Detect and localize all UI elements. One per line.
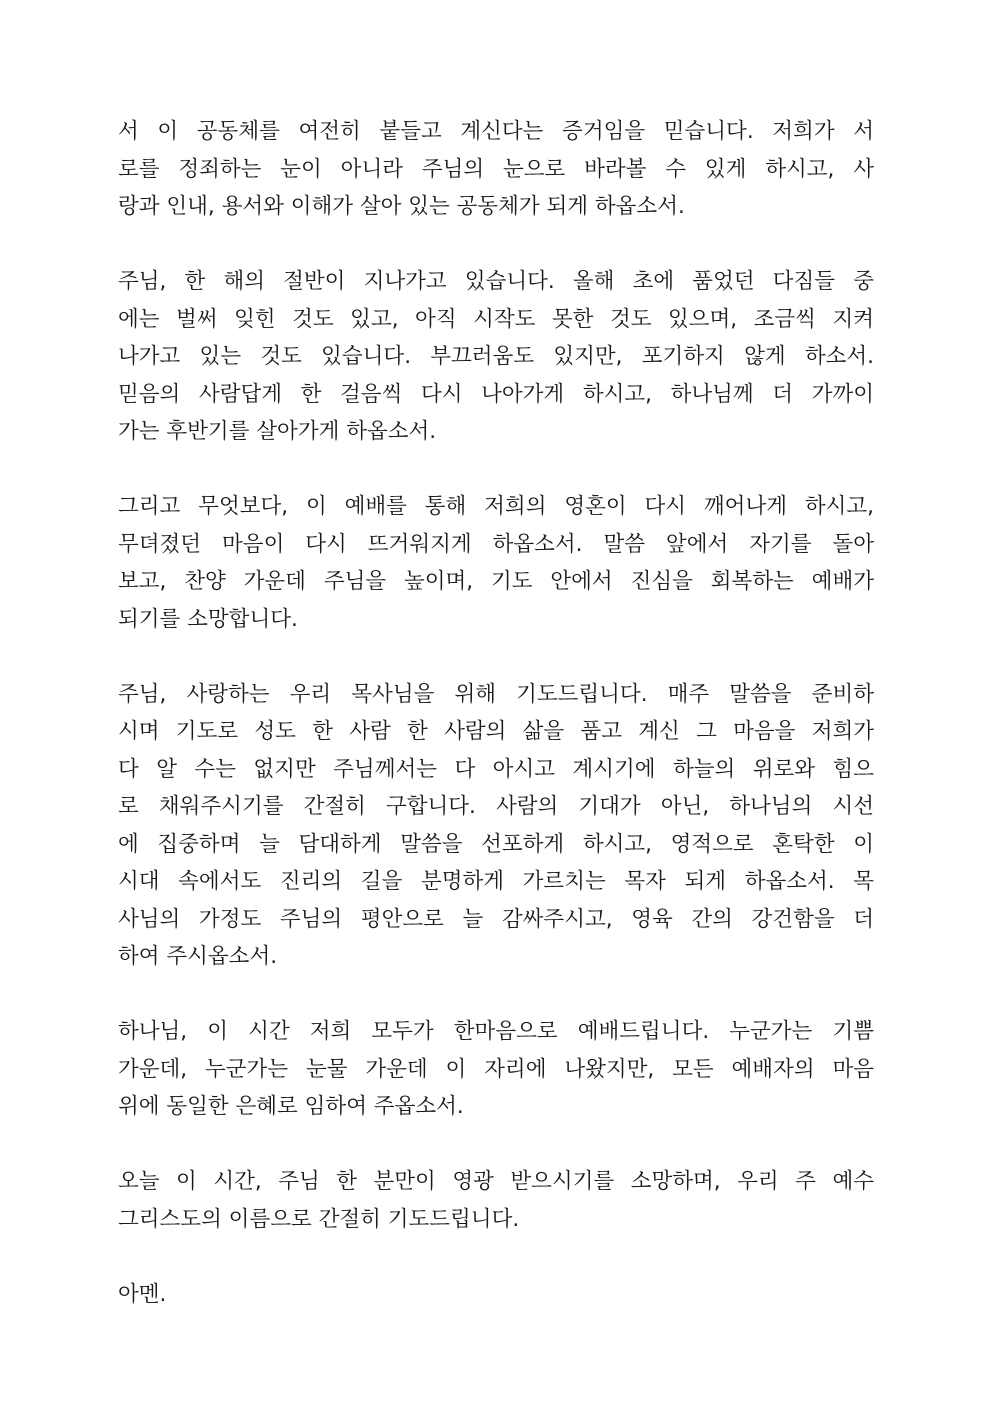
text-line: 시대 속에서도 진리의 길을 분명하게 가르치는 목자 되게 하옵소서. 목	[118, 869, 874, 894]
text-line: 주님, 한 해의 절반이 지나가고 있습니다. 올해 초에 품었던 다짐들 중	[118, 269, 874, 294]
paragraph-pastor	[118, 676, 874, 976]
text-line: 아멘.	[118, 1281, 167, 1307]
text-line: 랑과 인내, 용서와 이해가 살아 있는 공동체가 되게 하옵소서.	[118, 194, 685, 219]
text-line: 주님, 사랑하는 우리 목사님을 위해 기도드립니다. 매주 말씀을 준비하	[118, 681, 874, 707]
prayer-text	[118, 113, 874, 1351]
text-line: 믿음의 사람답게 한 걸음씩 다시 나아가게 하시고, 하나님께 더 가까이	[118, 381, 874, 407]
text-line: 되기를 소망합니다.	[118, 606, 298, 632]
text-line: 가는 후반기를 살아가게 하옵소서.	[118, 419, 437, 444]
text-line: 서 이 공동체를 여전히 붙들고 계신다는 증거임을 믿습니다. 저희가 서	[118, 119, 874, 144]
text-line: 로를 정죄하는 눈이 아니라 주님의 눈으로 바라볼 수 있게 하시고, 사	[118, 156, 874, 182]
text-line: 그리스도의 이름으로 간절히 기도드립니다.	[118, 1206, 520, 1232]
text-line: 무뎌졌던 마음이 다시 뜨거워지게 하옵소서. 말씀 앞에서 자기를 돌아	[118, 531, 874, 557]
text-line: 사님의 가정도 주님의 평안으로 늘 감싸주시고, 영육 간의 강건함을 더	[118, 906, 874, 932]
text-line: 가운데, 누군가는 눈물 가운데 이 자리에 나왔지만, 모든 예배자의 마음	[118, 1056, 874, 1082]
text-line: 하나님, 이 시간 저희 모두가 한마음으로 예배드립니다. 누군가는 기쁨	[118, 1019, 874, 1044]
text-line: 그리고 무엇보다, 이 예배를 통해 저희의 영혼이 다시 깨어나게 하시고,	[118, 494, 874, 519]
paragraph-closing	[118, 1163, 874, 1238]
paragraph-one-heart	[118, 1013, 874, 1126]
text-line: 시며 기도로 성도 한 사람 한 사람의 삶을 품고 계신 그 마음을 저희가	[118, 719, 874, 744]
paragraph-amen	[118, 1276, 874, 1314]
paragraph-worship	[118, 488, 874, 638]
text-line: 에 집중하며 늘 담대하게 말씀을 선포하게 하시고, 영적으로 혼탁한 이	[118, 831, 874, 857]
text-line: 위에 동일한 은혜로 임하여 주옵소서.	[118, 1094, 464, 1119]
text-line: 다 알 수는 없지만 주님께서는 다 아시고 계시기에 하늘의 위로와 힘으	[118, 756, 874, 782]
paragraph-community	[118, 113, 874, 226]
text-line: 로 채워주시기를 간절히 구합니다. 사람의 기대가 아닌, 하나님의 시선	[118, 794, 874, 819]
text-line: 하여 주시옵소서.	[118, 944, 278, 969]
paragraph-half-year	[118, 263, 874, 451]
text-line: 에는 벌써 잊힌 것도 있고, 아직 시작도 못한 것도 있으며, 조금씩 지켜	[118, 306, 874, 332]
text-line: 보고, 찬양 가운데 주님을 높이며, 기도 안에서 진심을 회복하는 예배가	[118, 569, 874, 594]
text-line: 오늘 이 시간, 주님 한 분만이 영광 받으시기를 소망하며, 우리 주 예수	[118, 1169, 874, 1194]
text-line: 나가고 있는 것도 있습니다. 부끄러움도 있지만, 포기하지 않게 하소서.	[118, 344, 874, 369]
